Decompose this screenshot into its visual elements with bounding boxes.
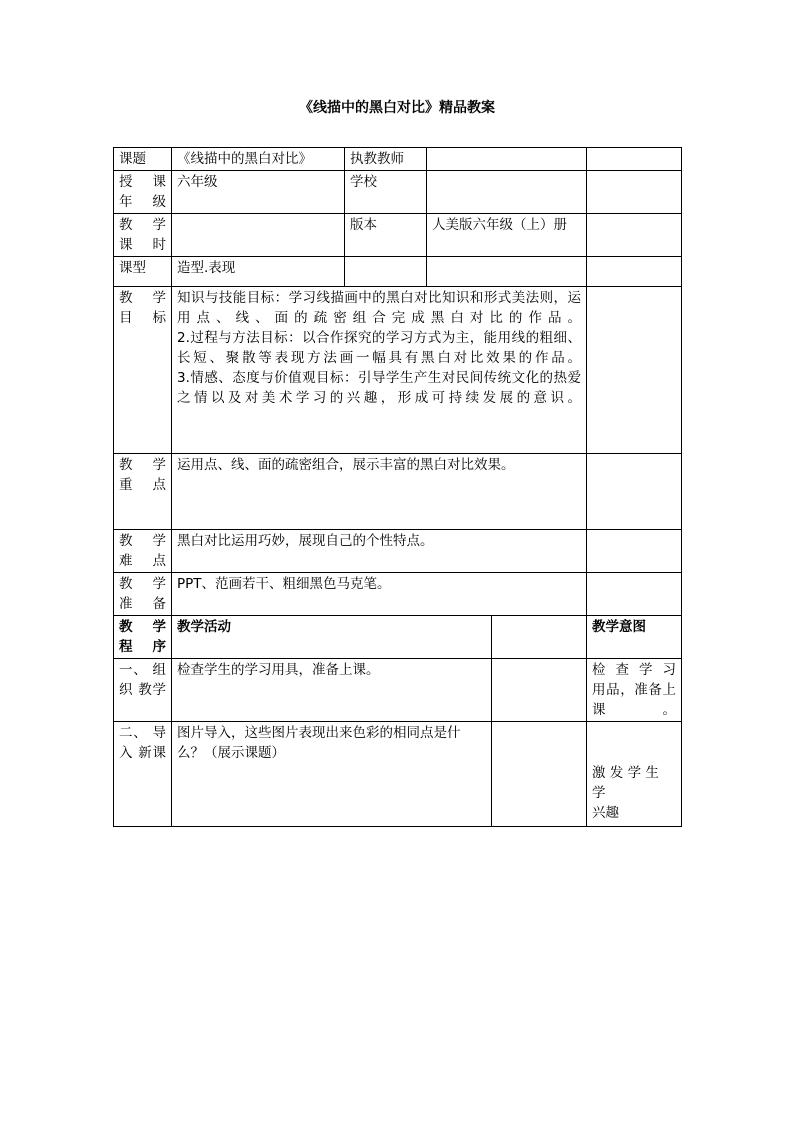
- label-teacher: 执教教师: [345, 148, 427, 171]
- empty-cell: [345, 257, 427, 287]
- row-key: [114, 454, 682, 530]
- row-step-2: [114, 722, 682, 827]
- step-intent: 检 查 学 习 用品，准备上课。: [587, 659, 682, 722]
- label-difficulty: 教 学 难点: [114, 530, 172, 573]
- empty-cell: [587, 214, 682, 257]
- label-activity: 教学活动: [172, 616, 492, 659]
- label-type: 课型: [114, 257, 172, 287]
- label-procedure: 教 学 程序: [114, 616, 172, 659]
- empty-cell: [587, 454, 682, 530]
- label-prep: 教 学 准备: [114, 573, 172, 616]
- row-procedure-header: [114, 616, 682, 659]
- value-goals: [172, 287, 587, 454]
- row-type: [114, 257, 682, 287]
- label-topic: 课题: [114, 148, 172, 171]
- step-label: 二、 导 入 新课: [114, 722, 172, 827]
- empty-cell: [492, 616, 587, 659]
- value-grade: 六年级: [172, 171, 345, 214]
- value-edition: 人美版六年级（上）册: [427, 214, 587, 257]
- row-grade: [114, 171, 682, 214]
- step-intent-line: 兴趣: [592, 805, 619, 821]
- label-school: 学校: [345, 171, 427, 214]
- goal-process: 2.过程与方法目标：以合作探究的学习方式为主，能用线的粗细、长短、聚散等表现方法画一幅具有黑白对比效果的作品。: [177, 330, 581, 366]
- label-intent: 教学意图: [587, 616, 682, 659]
- step-intent: [587, 722, 682, 827]
- empty-cell: [587, 573, 682, 616]
- goal-attitude: 3.情感、态度与价值观目标：引导学生产生对民间传统文化的热爱之情以及对美术学习的兴趣，形成可持续发展的意识。: [177, 370, 581, 406]
- lesson-plan-table: [113, 147, 682, 827]
- empty-cell: [492, 659, 587, 722]
- label-grade: 授 课 年级: [114, 171, 172, 214]
- value-type: 造型.表现: [172, 257, 345, 287]
- empty-cell: [587, 530, 682, 573]
- empty-cell: [492, 722, 587, 827]
- row-difficulty: [114, 530, 682, 573]
- value-prep: PPT、范画若干、粗细黑色马克笔。: [172, 573, 587, 616]
- empty-cell: [587, 148, 682, 171]
- label-key: 教 学 重点: [114, 454, 172, 530]
- row-prep: [114, 573, 682, 616]
- step-label: 一、 组 织 教学: [114, 659, 172, 722]
- label-goals: 教 学 目标: [114, 287, 172, 454]
- value-topic: 《线描中的黑白对比》: [172, 148, 345, 171]
- step-intent-line: 激 发 学 生 学: [592, 765, 659, 801]
- value-school: [427, 171, 587, 214]
- step-activity: 图片导入，这些图片表现出来色彩的相同点是什么？（展示课题）: [172, 722, 492, 827]
- row-topic: [114, 148, 682, 171]
- value-key: 运用点、线、面的疏密组合，展示丰富的黑白对比效果。: [172, 454, 587, 530]
- empty-cell: [587, 257, 682, 287]
- page-title: 《线描中的黑白对比》精品教案: [299, 100, 495, 116]
- row-hours: [114, 214, 682, 257]
- empty-cell: [427, 257, 587, 287]
- label-hours: 教 学 课 时: [114, 214, 172, 257]
- row-step-1: [114, 659, 682, 722]
- value-difficulty: 黑白对比运用巧妙，展现自己的个性特点。: [172, 530, 587, 573]
- value-hours: [172, 214, 345, 257]
- empty-cell: [587, 171, 682, 214]
- label-edition: 版本: [345, 214, 427, 257]
- empty-cell: [587, 287, 682, 454]
- goal-knowledge: 知识与技能目标：学习线描画中的黑白对比知识和形式美法则，运用点、线、面的疏密组合完成黑白对比的作品。: [177, 290, 581, 326]
- step-activity: 检查学生的学习用具，准备上课。: [172, 659, 492, 722]
- row-goals: [114, 287, 682, 454]
- value-teacher: [427, 148, 587, 171]
